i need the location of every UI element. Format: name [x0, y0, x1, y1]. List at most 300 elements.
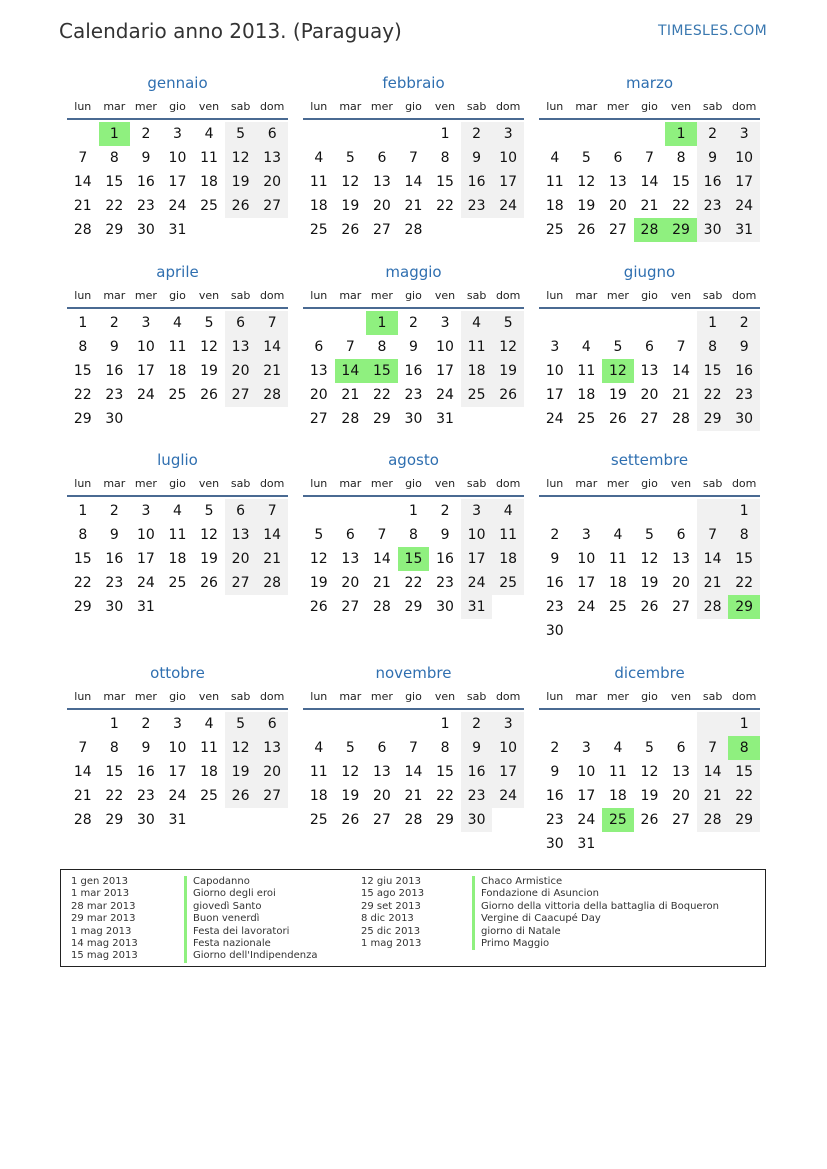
- day-cell: 13: [341, 551, 360, 567]
- weekday-label: lun: [546, 477, 564, 490]
- day-cell: 9: [141, 150, 151, 166]
- weekday-label: sab: [702, 100, 723, 113]
- day-cell: 9: [550, 551, 560, 567]
- day-cell: 2: [141, 126, 151, 142]
- day-cell: 30: [404, 411, 423, 427]
- legend-entry: 1 mag 2013: [71, 925, 132, 937]
- month-title: ottobre: [150, 664, 205, 682]
- legend-entry: Giorno dell'Indipendenza: [184, 950, 318, 962]
- empty-cell: [429, 218, 461, 242]
- empty-cell: [492, 595, 524, 619]
- month-settembre: [539, 447, 760, 643]
- day-cell: 28: [634, 218, 666, 242]
- empty-cell: [571, 122, 603, 146]
- weekday-header: [303, 688, 524, 710]
- weekday-label: dom: [731, 100, 757, 113]
- day-cell: 25: [492, 571, 524, 595]
- day-cell: 2: [141, 716, 151, 732]
- day-cell: 26: [200, 387, 218, 403]
- day-cell: 26: [200, 575, 218, 591]
- day-cell: 14: [404, 174, 423, 190]
- empty-cell: [193, 218, 225, 242]
- day-cell: 14: [256, 523, 288, 547]
- day-cell: 30: [545, 623, 564, 639]
- day-cell: 30: [136, 812, 155, 828]
- day-cell: 28: [697, 595, 729, 619]
- legend-entry: 1 gen 2013: [71, 876, 129, 887]
- day-cell: 25: [309, 222, 328, 238]
- empty-cell: [634, 619, 666, 643]
- empty-cell: [634, 122, 666, 146]
- day-cell: 24: [168, 788, 187, 804]
- day-cell: 22: [728, 571, 760, 595]
- day-cell: 31: [168, 812, 187, 828]
- day-cell: 27: [225, 571, 257, 595]
- empty-cell: [602, 499, 634, 523]
- month-title: febbraio: [382, 74, 445, 92]
- day-cell: 19: [225, 170, 257, 194]
- day-cell: 6: [225, 311, 257, 335]
- day-cell: 22: [73, 387, 92, 403]
- day-cell: 9: [461, 146, 493, 170]
- legend-names-right: [472, 876, 719, 950]
- day-cell: 23: [136, 198, 155, 214]
- day-cell: 20: [372, 788, 391, 804]
- day-cell: 12: [640, 764, 659, 780]
- day-cell: 21: [404, 198, 423, 214]
- empty-cell: [602, 311, 634, 335]
- weekday-label: lun: [74, 289, 92, 302]
- day-cell: 1: [728, 499, 760, 523]
- empty-cell: [335, 122, 367, 146]
- day-cell: 14: [697, 760, 729, 784]
- day-cell: 1: [440, 716, 450, 732]
- day-cell: 17: [577, 575, 596, 591]
- legend-entry: 28 mar 2013: [71, 900, 136, 912]
- day-cell: 24: [577, 599, 596, 615]
- day-cell: 3: [173, 716, 182, 732]
- day-cell: 23: [136, 788, 155, 804]
- weekday-label: mer: [134, 477, 157, 490]
- day-cell: 12: [341, 174, 360, 190]
- weekday-label: gio: [169, 289, 186, 302]
- day-cell: 13: [608, 174, 627, 190]
- empty-cell: [193, 407, 225, 431]
- month-agosto: [303, 447, 524, 619]
- day-cell: 9: [728, 335, 760, 359]
- empty-cell: [571, 499, 603, 523]
- day-cell: 26: [640, 812, 659, 828]
- empty-cell: [634, 712, 666, 736]
- day-cell: 14: [73, 174, 92, 190]
- day-cell: 16: [404, 363, 423, 379]
- day-cell: 23: [461, 784, 493, 808]
- weekday-label: gio: [169, 690, 186, 703]
- month-maggio: [303, 259, 524, 431]
- empty-cell: [602, 712, 634, 736]
- day-grid: [67, 311, 288, 431]
- day-cell: 19: [309, 575, 328, 591]
- empty-cell: [335, 311, 367, 335]
- weekday-label: lun: [310, 100, 328, 113]
- empty-cell: [602, 122, 634, 146]
- empty-cell: [665, 499, 697, 523]
- day-cell: 17: [136, 551, 155, 567]
- day-cell: 6: [345, 527, 355, 543]
- weekday-label: mar: [339, 289, 362, 302]
- day-cell: 10: [136, 339, 155, 355]
- weekday-header: [303, 98, 524, 120]
- day-cell: 14: [372, 551, 391, 567]
- day-cell: 22: [105, 198, 124, 214]
- empty-cell: [461, 218, 493, 242]
- empty-cell: [366, 122, 398, 146]
- day-cell: 6: [314, 339, 324, 355]
- day-grid: [303, 499, 524, 619]
- day-cell: 8: [78, 527, 88, 543]
- day-cell: 14: [256, 335, 288, 359]
- day-cell: 20: [341, 575, 360, 591]
- day-cell: 4: [204, 716, 214, 732]
- empty-cell: [130, 407, 162, 431]
- weekday-label: mer: [134, 289, 157, 302]
- day-cell: 22: [372, 387, 391, 403]
- day-cell: 6: [676, 740, 686, 756]
- month-marzo: [539, 70, 760, 242]
- day-cell: 21: [697, 571, 729, 595]
- weekday-label: lun: [74, 690, 92, 703]
- day-grid: [539, 311, 760, 431]
- day-cell: 1: [440, 126, 450, 142]
- holiday-legend: [60, 869, 766, 967]
- weekday-label: gio: [641, 690, 658, 703]
- empty-cell: [697, 712, 729, 736]
- weekday-header: [303, 287, 524, 309]
- day-cell: 18: [608, 788, 627, 804]
- day-cell: 4: [613, 527, 623, 543]
- empty-cell: [303, 712, 335, 736]
- day-cell: 17: [728, 170, 760, 194]
- day-cell: 9: [409, 339, 418, 355]
- day-cell: 2: [440, 503, 450, 519]
- day-cell: 25: [602, 808, 634, 832]
- day-cell: 23: [105, 387, 124, 403]
- day-cell: 26: [608, 411, 627, 427]
- day-cell: 11: [168, 339, 187, 355]
- day-cell: 4: [173, 315, 182, 331]
- day-cell: 11: [492, 523, 524, 547]
- weekday-label: lun: [546, 289, 564, 302]
- weekday-label: lun: [74, 100, 92, 113]
- weekday-label: sab: [230, 289, 251, 302]
- day-cell: 21: [256, 359, 288, 383]
- day-cell: 5: [613, 339, 623, 355]
- month-title: maggio: [385, 263, 442, 281]
- day-cell: 17: [577, 788, 596, 804]
- day-cell: 8: [377, 339, 387, 355]
- empty-cell: [256, 407, 288, 431]
- day-cell: 4: [492, 499, 524, 523]
- weekday-label: dom: [731, 289, 757, 302]
- weekday-label: gio: [641, 100, 658, 113]
- empty-cell: [539, 122, 571, 146]
- day-cell: 17: [492, 170, 524, 194]
- weekday-label: sab: [466, 100, 487, 113]
- weekday-label: ven: [198, 477, 220, 490]
- day-cell: 27: [225, 383, 257, 407]
- day-cell: 13: [640, 363, 659, 379]
- weekday-label: sab: [702, 289, 723, 302]
- day-cell: 17: [461, 547, 493, 571]
- brand-link[interactable]: TIMESLES.COM: [658, 23, 767, 39]
- weekday-label: mer: [606, 100, 629, 113]
- day-cell: 12: [200, 527, 218, 543]
- day-cell: 31: [168, 222, 187, 238]
- day-cell: 8: [440, 150, 450, 166]
- day-cell: 26: [225, 784, 257, 808]
- empty-cell: [665, 311, 697, 335]
- day-cell: 26: [309, 599, 328, 615]
- day-cell: 19: [225, 760, 257, 784]
- day-grid: [67, 712, 288, 832]
- empty-cell: [697, 832, 729, 856]
- empty-cell: [602, 832, 634, 856]
- day-cell: 22: [404, 575, 423, 591]
- day-cell: 23: [728, 383, 760, 407]
- day-cell: 13: [256, 146, 288, 170]
- day-cell: 23: [461, 194, 493, 218]
- empty-cell: [193, 808, 225, 832]
- day-cell: 16: [545, 575, 564, 591]
- day-cell: 8: [676, 150, 686, 166]
- day-cell: 10: [492, 146, 524, 170]
- empty-cell: [162, 595, 194, 619]
- weekday-label: mar: [339, 690, 362, 703]
- empty-cell: [492, 218, 524, 242]
- day-cell: 23: [697, 194, 729, 218]
- day-cell: 8: [728, 523, 760, 547]
- day-cell: 4: [314, 740, 324, 756]
- day-cell: 23: [404, 387, 423, 403]
- day-cell: 2: [550, 740, 560, 756]
- weekday-header: [539, 688, 760, 710]
- day-grid: [303, 311, 524, 431]
- day-cell: 10: [168, 740, 187, 756]
- weekday-label: sab: [230, 100, 251, 113]
- weekday-label: dom: [495, 477, 521, 490]
- day-cell: 5: [314, 527, 324, 543]
- empty-cell: [303, 499, 335, 523]
- day-grid: [539, 499, 760, 643]
- day-cell: 8: [109, 150, 119, 166]
- weekday-header: [539, 287, 760, 309]
- day-cell: 9: [550, 764, 560, 780]
- day-cell: 10: [436, 339, 454, 355]
- weekday-header: [67, 688, 288, 710]
- day-cell: 12: [225, 146, 257, 170]
- page-title: Calendario anno 2013. (Paraguay): [59, 19, 402, 43]
- day-cell: 21: [697, 784, 729, 808]
- day-cell: 19: [640, 788, 659, 804]
- weekday-label: sab: [230, 690, 251, 703]
- day-cell: 1: [728, 712, 760, 736]
- day-cell: 19: [341, 198, 360, 214]
- legend-entry: Vergine di Caacupé Day: [472, 913, 719, 925]
- day-cell: 27: [256, 784, 288, 808]
- day-cell: 19: [640, 575, 659, 591]
- day-cell: 12: [640, 551, 659, 567]
- day-cell: 13: [256, 736, 288, 760]
- day-cell: 11: [200, 150, 218, 166]
- empty-cell: [67, 122, 99, 146]
- empty-cell: [162, 407, 194, 431]
- day-cell: 28: [256, 571, 288, 595]
- day-cell: 2: [461, 122, 493, 146]
- day-cell: 10: [545, 363, 564, 379]
- legend-entry: Giorno della vittoria della battaglia di Boqueron: [472, 901, 719, 913]
- day-cell: 4: [461, 311, 493, 335]
- month-aprile: [67, 259, 288, 431]
- day-cell: 24: [492, 784, 524, 808]
- day-cell: 15: [436, 174, 454, 190]
- weekday-label: dom: [731, 477, 757, 490]
- day-cell: 14: [404, 764, 423, 780]
- weekday-label: mer: [606, 690, 629, 703]
- day-cell: 26: [640, 599, 659, 615]
- day-cell: 16: [461, 170, 493, 194]
- day-cell: 16: [728, 359, 760, 383]
- empty-cell: [634, 832, 666, 856]
- day-cell: 7: [78, 150, 88, 166]
- weekday-label: ven: [434, 289, 456, 302]
- day-cell: 16: [105, 363, 124, 379]
- day-cell: 31: [577, 836, 596, 852]
- day-cell: 17: [492, 760, 524, 784]
- day-cell: 24: [168, 198, 187, 214]
- day-cell: 18: [461, 359, 493, 383]
- day-cell: 16: [436, 551, 454, 567]
- empty-cell: [665, 712, 697, 736]
- legend-entry: 8 dic 2013: [361, 913, 414, 925]
- day-cell: 29: [372, 411, 391, 427]
- day-cell: 7: [676, 339, 686, 355]
- day-cell: 3: [492, 712, 524, 736]
- day-cell: 26: [225, 194, 257, 218]
- empty-cell: [492, 407, 524, 431]
- day-cell: 13: [372, 764, 391, 780]
- day-cell: 30: [697, 218, 729, 242]
- day-cell: 26: [492, 383, 524, 407]
- weekday-label: mer: [134, 100, 157, 113]
- day-cell: 3: [461, 499, 493, 523]
- day-cell: 23: [545, 599, 564, 615]
- day-cell: 23: [545, 812, 564, 828]
- day-cell: 7: [377, 527, 387, 543]
- day-cell: 4: [613, 740, 623, 756]
- day-cell: 29: [105, 222, 124, 238]
- day-cell: 13: [309, 363, 328, 379]
- weekday-label: mar: [339, 100, 362, 113]
- day-cell: 7: [645, 150, 654, 166]
- day-cell: 20: [225, 359, 257, 383]
- day-cell: 27: [640, 411, 659, 427]
- day-grid: [303, 712, 524, 832]
- day-cell: 11: [168, 527, 187, 543]
- day-cell: 15: [398, 547, 430, 571]
- month-gennaio: [67, 70, 288, 242]
- day-cell: 28: [372, 599, 391, 615]
- legend-entry: 15 ago 2013: [361, 888, 425, 900]
- legend-entry: 1 mag 2013: [361, 937, 422, 949]
- weekday-label: ven: [434, 690, 456, 703]
- day-cell: 7: [345, 339, 355, 355]
- day-cell: 18: [545, 198, 564, 214]
- legend-entry: Giorno degli eroi: [184, 888, 318, 900]
- weekday-label: mer: [606, 289, 629, 302]
- empty-cell: [225, 407, 257, 431]
- day-cell: 17: [168, 174, 187, 190]
- day-cell: 2: [409, 315, 418, 331]
- month-title: settembre: [610, 451, 689, 469]
- weekday-header: [67, 287, 288, 309]
- month-title: agosto: [388, 451, 439, 469]
- empty-cell: [256, 218, 288, 242]
- day-cell: 21: [372, 575, 391, 591]
- day-cell: 18: [168, 551, 187, 567]
- day-cell: 3: [581, 740, 591, 756]
- day-cell: 15: [672, 174, 690, 190]
- day-cell: 20: [372, 198, 391, 214]
- month-title: marzo: [625, 74, 674, 92]
- day-cell: 16: [136, 764, 155, 780]
- weekday-label: mar: [103, 289, 126, 302]
- empty-cell: [665, 619, 697, 643]
- day-cell: 2: [550, 527, 560, 543]
- day-cell: 7: [697, 736, 729, 760]
- empty-cell: [539, 499, 571, 523]
- day-cell: 1: [366, 311, 398, 335]
- day-cell: 21: [73, 198, 92, 214]
- weekday-header: [67, 475, 288, 497]
- weekday-label: gio: [405, 477, 422, 490]
- day-cell: 7: [256, 499, 288, 523]
- day-cell: 27: [672, 812, 690, 828]
- day-cell: 9: [697, 146, 729, 170]
- day-cell: 19: [341, 788, 360, 804]
- day-cell: 2: [109, 503, 119, 519]
- weekday-label: ven: [198, 100, 220, 113]
- day-cell: 29: [728, 808, 760, 832]
- empty-cell: [634, 311, 666, 335]
- day-cell: 4: [550, 150, 560, 166]
- day-cell: 17: [168, 764, 187, 780]
- day-cell: 31: [728, 218, 760, 242]
- day-cell: 24: [136, 387, 155, 403]
- day-cell: 24: [461, 571, 493, 595]
- day-cell: 8: [78, 339, 88, 355]
- empty-cell: [256, 595, 288, 619]
- empty-cell: [492, 808, 524, 832]
- day-cell: 3: [550, 339, 560, 355]
- empty-cell: [398, 712, 430, 736]
- day-cell: 20: [225, 547, 257, 571]
- day-cell: 6: [676, 527, 686, 543]
- day-cell: 28: [256, 383, 288, 407]
- weekday-label: mar: [575, 690, 598, 703]
- weekday-label: dom: [259, 100, 285, 113]
- day-cell: 23: [105, 575, 124, 591]
- day-cell: 27: [372, 812, 391, 828]
